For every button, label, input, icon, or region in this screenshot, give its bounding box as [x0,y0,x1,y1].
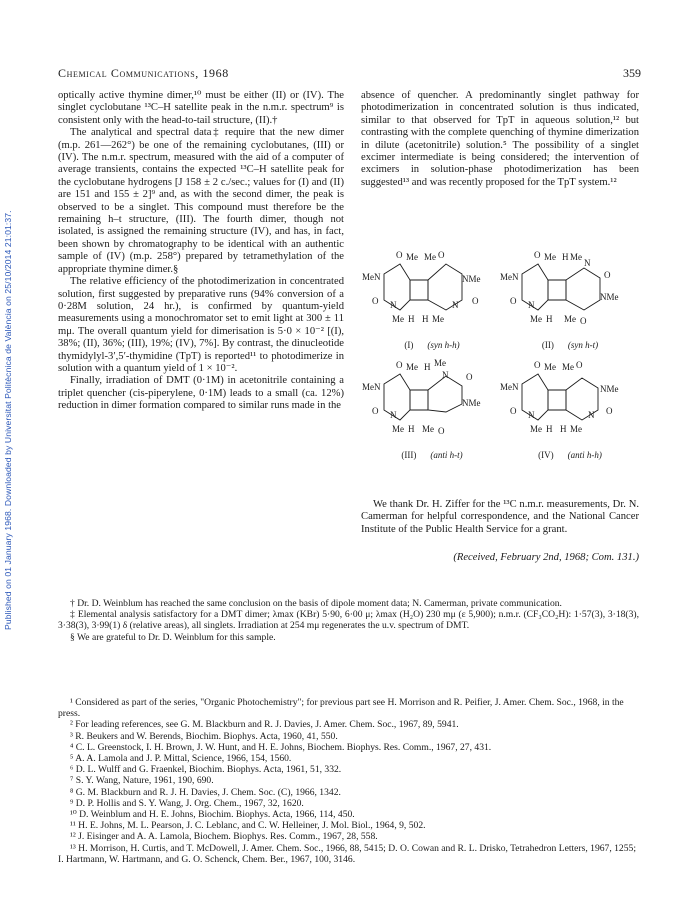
structure-label: (IV) [538,450,554,460]
atom-o: O [510,406,517,416]
structure-II [500,244,640,356]
atom-me: Me [424,252,436,262]
atom-n: N [584,258,591,268]
atom-o: O [372,296,379,306]
paragraph: optically active thymine dimer,¹⁰ must be either (II) or (IV). The singlet cyclobutane ¹³C–H satellite peak in the n.m.r. spectrum⁹ is consistent only with the head-to-tail structure, (II).† [58,90,344,126]
structure-III [362,354,502,466]
page-number: 359 [623,66,641,80]
atom-me: Me [530,424,542,434]
structure-IV [500,354,640,466]
references [58,697,639,865]
atom-h: H [408,424,415,434]
footnote: ‡ Elemental analysis satisfactory for a DMT dimer; λmax (KBr) 5·90, 6·00 μ; λmax (H₂O) 230 mμ (ε 5,900); n.m.r. (CF₃CO₂H): 1·57(3), 3·18(3), 3·38(3), 3·99(1) δ (relative areas), all singlets. Irradiation at 254 mμ regenerates the u.v. spectrum of DMT. [58,609,639,632]
atom-n: N [390,410,397,420]
reference: ⁵ A. A. Lamola and J. P. Mittal, Science, 1966, 154, 1560. [70,753,292,765]
download-watermark-text: Published on 01 January 1968. Downloaded by Universitat Politècnica de València on 25/10/2014 21:01:37. [3,210,13,630]
atom-o: O [576,360,583,370]
atom-me: Me [392,314,404,324]
structure-description: (syn h-t) [567,340,599,350]
atom-n: N [528,300,535,310]
atom-me: Me [434,358,446,368]
atom-me: Me [392,424,404,434]
atom-me: Me [570,424,582,434]
atom-nme: NMe [462,274,481,284]
structure-IV-caption [500,450,640,460]
footnotes [58,598,639,643]
reference: ³ R. Beukers and W. Berends, Biochim. Biophys. Acta, 1960, 41, 550. [70,730,338,742]
atom-men: MeN [500,382,519,392]
reference: ⁸ G. M. Blackburn and R. J. H. Davies, J. Chem. Soc. (C), 1966, 1342. [70,786,341,798]
received-date: (Received, February 2nd, 1968; Com. 131.) [453,552,639,563]
right-column [361,90,639,189]
atom-o: O [466,372,473,382]
atom-h: H [546,314,553,324]
structure-description: (anti h-h) [567,450,602,460]
structure-I [362,244,502,356]
structure-label: (I) [404,340,414,350]
atom-o: O [372,406,379,416]
atom-o: O [534,360,541,370]
reference: ¹ Considered as part of the series, "Organic Photochemistry"; for previous part see H. Morrison and R. Peifier, J. Amer. Chem. Soc., 1968, in the press. [58,697,624,720]
atom-men: MeN [362,272,381,282]
atom-o: O [510,296,517,306]
atom-h: H [546,424,553,434]
reference: ⁹ D. P. Hollis and S. Y. Wang, J. Org. Chem., 1967, 32, 1620. [70,797,304,809]
atom-o: O [534,250,541,260]
reference: ¹¹ H. E. Johns, M. L. Pearson, J. C. Leblanc, and C. W. Helleiner, J. Mol. Biol., 1964, 9, 502. [70,820,426,832]
atom-me: Me [564,314,576,324]
structure-description: (syn h-h) [427,340,460,350]
footnote: † Dr. D. Weinblum has reached the same conclusion on the basis of dipole moment data; N. Camerman, private communication. [70,598,562,609]
structure-label: (II) [541,340,554,350]
atom-o: O [396,250,403,260]
atom-me: Me [544,362,556,372]
atom-o: O [472,296,479,306]
structure-III-caption [362,450,502,460]
atom-me: Me [562,362,574,372]
atom-nme: NMe [600,384,619,394]
atom-o: O [606,406,613,416]
atom-me: Me [422,424,434,434]
structure-II-caption [500,340,640,350]
atom-o: O [396,360,403,370]
atom-h: H [408,314,415,324]
left-column [58,90,344,413]
atom-o: O [580,316,587,326]
reference: ¹⁰ D. Weinblum and H. E. Johns, Biochim. Biophys. Acta, 1966, 114, 450. [70,809,355,821]
paragraph: The relative efficiency of the photodimerization in concentrated solution, first suggested by preparative runs (94% conversion of a 0·28M solution, 24 hr.), is confirmed by quantum-yield measurements using a monochromator set to emit light at 300 ± 11 mμ. The overall quantum yield for dimerisation is 5·0 × 10⁻² [(I), 38%; (II), 36%; (III), 19%; (IV), 7%]. By contrast, the dinucleotide thymidylyl-3′,5′-thymidine (TpT) is reported¹¹ to photodimerize in solution with a quantum yield of 1 × 10⁻². [58,276,344,374]
atom-h: H [560,424,567,434]
paragraph: Finally, irradiation of DMT (0·1M) in acetonitrile containing a triplet quencher (cis-piperylene, 0·1M) leads to a small (ca. 12%) reduction in dimer formation compared to similar runs made in the [58,375,344,412]
atom-n: N [528,410,535,420]
reference: ⁴ C. L. Greenstock, I. H. Brown, J. W. Hunt, and H. E. Johns, Biochem. Biophys. Res. Comm., 1967, 27, 431. [70,741,492,753]
structure-III-drawing [362,354,502,454]
atom-me: Me [570,252,582,262]
paragraph: absence of quencher. A predominantly singlet pathway for photodimerization in concentrated solution is thus indicated, similar to that observed for TpT in aqueous solution,¹² but contrasting with the complete quenching of thymine dimerization in dilute (acetonitrile) solution.⁵ The possibility of a singlet excimer intermediate is being considered; the intervention of excimers in solution-phase photodimerization has been suggested¹³ and was recently proposed for the TpT system.¹² [361,90,639,188]
atom-o: O [438,426,445,436]
atom-h: H [562,252,569,262]
atom-n: N [442,370,449,380]
atom-me: Me [530,314,542,324]
structure-label: (III) [401,450,417,460]
atom-o: O [438,250,445,260]
structure-description: (anti h-t) [430,450,463,460]
atom-n: N [588,410,595,420]
atom-me: Me [406,362,418,372]
running-header-title: Chemical Communications, 1968 [58,66,229,80]
structure-I-drawing [362,244,502,344]
atom-h: H [424,362,431,372]
structure-II-drawing [500,244,640,344]
atom-men: MeN [362,382,381,392]
atom-h: H [422,314,429,324]
acknowledgement [361,499,639,536]
atom-me: Me [432,314,444,324]
reference: ¹³ H. Morrison, H. Curtis, and T. McDowell, J. Amer. Chem. Soc., 1966, 88, 5415; D. O. Cowan and R. L. Drisko, Tetrahedron Letters, 1967, 1255; I. Hartmann, W. Hartmann, and G. O. Schenck, Chem. Ber., 1967, 100, 3146. [58,842,636,865]
structure-I-caption [362,340,502,350]
acknowledgement-text: We thank Dr. H. Ziffer for the ¹³C n.m.r. measurements, Dr. N. Camerman for helpful correspondence, and the National Cancer Institute of the Public Health Service for a grant. [361,499,639,535]
reference: ² For leading references, see G. M. Blackburn and R. J. Davies, J. Amer. Chem. Soc., 1967, 89, 5941. [70,719,459,731]
atom-me: Me [406,252,418,262]
atom-n: N [390,300,397,310]
atom-n: N [452,300,459,310]
atom-men: MeN [500,272,519,282]
reference: ⁷ S. Y. Wang, Nature, 1961, 190, 690. [70,775,214,787]
reference: ¹² J. Eisinger and A. A. Lamola, Biochem. Biophys. Res. Comm., 1967, 28, 558. [70,831,378,843]
footnote: § We are grateful to Dr. D. Weinblum for this sample. [70,631,276,643]
atom-o: O [604,270,611,280]
reference: ⁶ D. L. Wulff and G. Fraenkel, Biochim. Biophys. Acta, 1961, 51, 332. [70,764,342,776]
download-watermark [3,70,17,630]
atom-nme: NMe [462,398,481,408]
paragraph: The analytical and spectral data‡ require that the new dimer (m.p. 261—262°) be one of the remaining cyclobutanes, (III) or (IV). The n.m.r. spectrum, measured with the aid of a computer of average transients, contains the expected ¹³C–H satellite peak for the cyclobutane hydrogens [J 158 ± 2 c./sec.; values for (I) and (II) are 151 and 155 ± 2]⁹ and, as with the second dimer, the peak is observed to be a singlet. This compound must therefore be the remaining h–t structure, (III). The fourth dimer, though not isolated, is assigned the remaining structure (IV), and has, in fact, been shown by chromatography to be identical with an authentic sample of (IV) (m.p. 258°) prepared by tetramethylation of the appropriate thymine dimer.§ [58,127,344,275]
atom-me: Me [544,252,556,262]
structure-IV-drawing [500,354,640,454]
atom-nme: NMe [600,292,619,302]
